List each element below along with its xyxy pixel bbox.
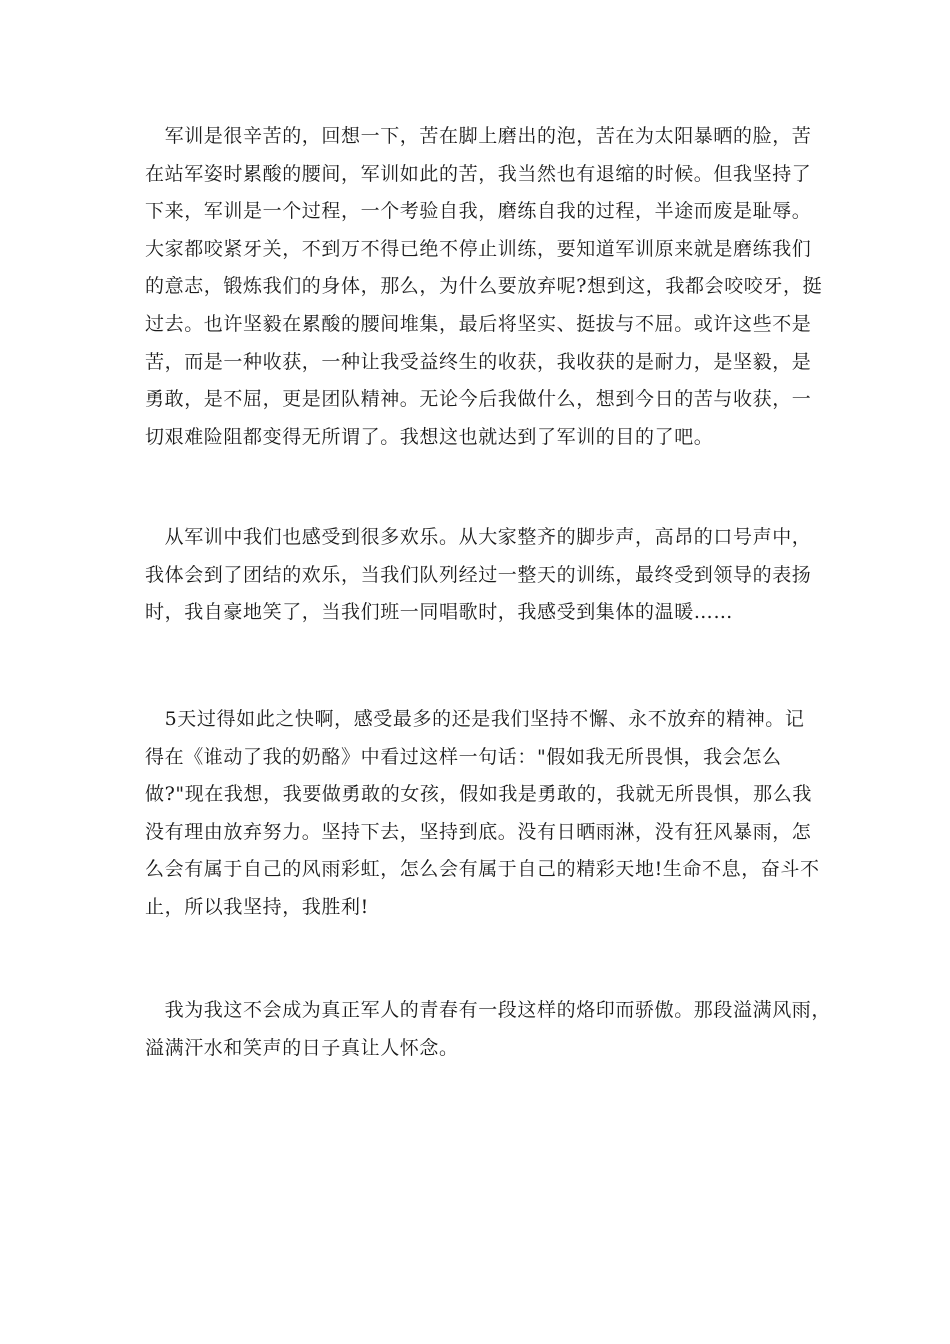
- text-line: 止，所以我坚持，我胜利!: [145, 895, 369, 918]
- text-line: 苦，而是一种收获，一种让我受益终生的收获，我收获的是耐力，是坚毅，是: [145, 350, 812, 373]
- text-line: 溢满汗水和笑声的日子真让人怀念。: [145, 1036, 459, 1059]
- text-line: 下来，军训是一个过程，一个考验自我，磨练自我的过程，半途而废是耻辱。: [145, 200, 812, 223]
- text-line: 5天过得如此之快啊，感受最多的还是我们坚持不懈、永不放弃的精神。记: [145, 708, 805, 730]
- text-line: 时，我自豪地笑了，当我们班一同唱歌时，我感受到集体的温暖……: [145, 601, 734, 624]
- text-line: 切艰难险阻都变得无所谓了。我想这也就达到了军训的目的了吧。: [145, 425, 714, 448]
- text-line: 没有理由放弃努力。坚持下去，坚持到底。没有日晒雨淋，没有狂风暴雨，怎: [145, 820, 812, 843]
- text-line: 我为我这不会成为真正军人的青春有一段这样的烙印而骄傲。那段溢满风雨，: [145, 999, 832, 1021]
- text-line: 得在《谁动了我的奶酪》中看过这样一句话："假如我无所畏惧，我会怎么: [145, 745, 782, 768]
- text-line: 从军训中我们也感受到很多欢乐。从大家整齐的脚步声，高昂的口号声中，: [145, 526, 812, 548]
- text-line: 做?"现在我想，我要做勇敢的女孩，假如我是勇敢的，我就无所畏惧，那么我: [145, 783, 812, 806]
- text-line: 么会有属于自己的风雨彩虹，怎么会有属于自己的精彩天地!生命不息，奋斗不: [145, 858, 820, 881]
- text-line: 的意志，锻炼我们的身体，那么，为什么要放弃呢?想到这，我都会咬咬牙，挺: [145, 275, 823, 298]
- paragraph-joy: [145, 519, 811, 632]
- text-line: 军训是很辛苦的，回想一下，苦在脚上磨出的泡，苦在为太阳暴晒的脸，苦: [145, 125, 812, 147]
- paragraph-pride: [145, 992, 831, 1067]
- paragraph-hardship: [145, 118, 822, 456]
- text-line: 我体会到了团结的欢乐，当我们队列经过一整天的训练，最终受到领导的表扬: [145, 563, 812, 586]
- paragraph-perseverance: [145, 701, 820, 927]
- text-line: 在站军姿时累酸的腰间，军训如此的苦，我当然也有退缩的时候。但我坚持了: [145, 162, 812, 185]
- text-line: 过去。也许坚毅在累酸的腰间堆集，最后将坚实、挺拔与不屈。或许这些不是: [145, 312, 812, 335]
- text-line: 勇敢，是不屈，更是团队精神。无论今后我做什么，想到今日的苦与收获，一: [145, 388, 812, 411]
- text-line: 大家都咬紧牙关，不到万不得已绝不停止训练，要知道军训原来就是磨练我们: [145, 237, 812, 260]
